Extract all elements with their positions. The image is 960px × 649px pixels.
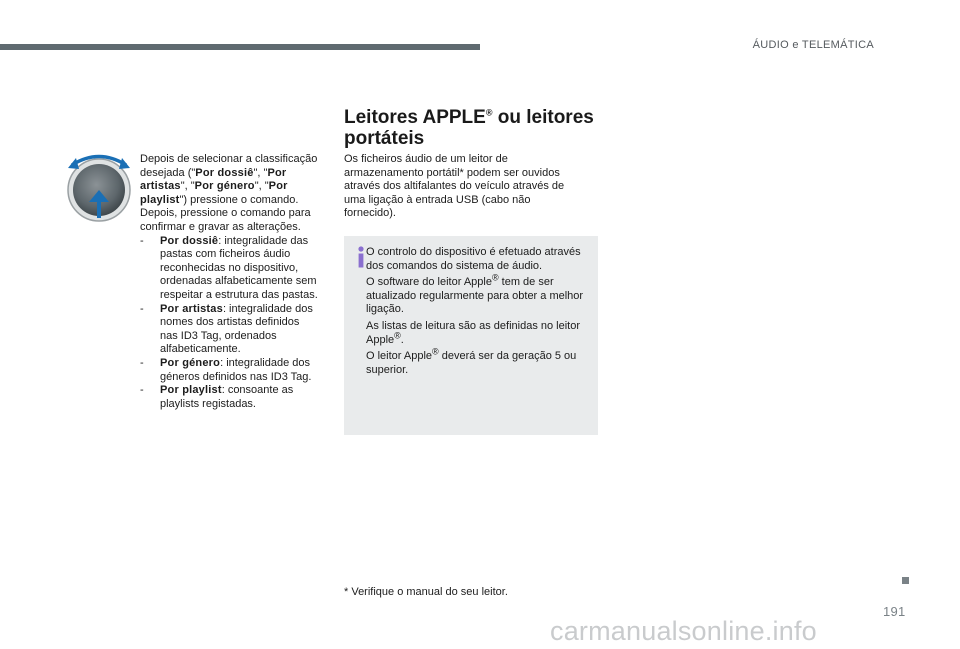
intro-paragraph: Os ficheiros áudio de um leitor de armazenamento portátil* podem ser ouvidos através dos altifalantes do veículo através de uma ligação à entrada USB (cabo não fornecido).: [344, 153, 565, 220]
header-bar: [0, 44, 480, 50]
list-item: - Por artistas: integralidade dos nomes dos artistas definidos nas ID3 Tag, ordenados alfabeticamente.: [140, 302, 313, 356]
info-icon: [356, 246, 366, 268]
watermark: carmanualsonline.info: [550, 616, 817, 646]
page-number: 191: [883, 604, 906, 619]
list-item: - Por dossiê: integralidade das pastas com ficheiros áudio reconhecidas no dispositivo, ordenadas alfabeticamente sem respeitar a estrutura das pastas.: [140, 234, 318, 301]
left-column: [140, 153, 318, 411]
page-heading: Leitores APPLE® ou leitores portáteis: [344, 107, 594, 149]
info-text: O controlo do dispositivo é efetuado através dos comandos do sistema de áudio. O software do leitor Apple® tem de ser atualizado regularmente para obter a melhor ligação. As listas de leitura são as definidas no leitor Apple®. O leitor Apple® deverá ser da geração 5 ou superior.: [366, 246, 584, 376]
list-item: - Por playlist: consoante as playlists registadas.: [140, 384, 294, 410]
confirm-instruction: Depois, pressione o comando para confirmar e gravar as alterações.: [140, 207, 311, 233]
info-box: [344, 236, 598, 435]
rotary-knob-icon: [66, 150, 136, 225]
footnote: * Verifique o manual do seu leitor.: [344, 586, 508, 598]
selection-instruction: Depois de selecionar a classificação desejada ("Por dossiê", "Por artistas", "Por género", "Por playlist") pressione o comando.: [140, 153, 318, 206]
section-title: ÁUDIO e TELEMÁTICA: [752, 39, 874, 51]
list-item: - Por género: integralidade dos géneros definidos nas ID3 Tag.: [140, 356, 312, 383]
end-marker: [902, 577, 909, 584]
